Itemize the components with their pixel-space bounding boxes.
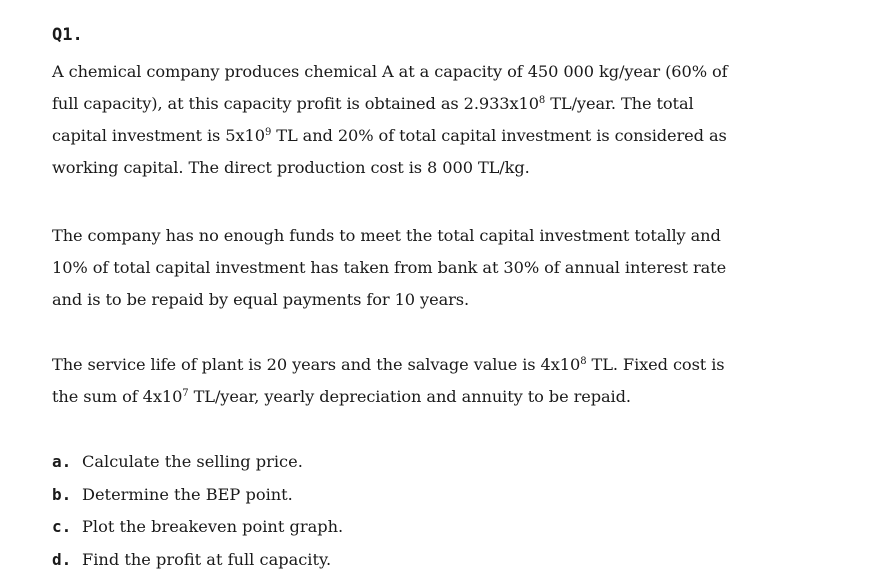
question-title: Q1. <box>52 22 842 48</box>
task-text: Plot the breakeven point graph. <box>82 517 343 536</box>
task-item-c <box>52 511 842 544</box>
paragraph-line: The service life of plant is 20 years and the salvage value is $4x10^8$ TL. Fixed cost is <box>52 349 842 381</box>
task-text: Calculate the selling price. <box>82 452 303 471</box>
spacer <box>52 316 842 349</box>
task-item-b <box>52 479 842 512</box>
paragraph-line: full capacity), at this capacity profit is obtained as $2.933x10^8$ TL/year. The total <box>52 88 842 120</box>
paragraph-line: A chemical company produces chemical A at a capacity of 450 000 kg/year (60% of <box>52 56 842 88</box>
paragraph-service-life <box>52 349 842 413</box>
task-item-a <box>52 446 842 479</box>
paragraph-line: capital investment is $5x10^9$ TL and 20% of total capital investment is considered as <box>52 120 842 152</box>
paragraph-line: the sum of $4x10^7$ TL/year, yearly depreciation and annuity to be repaid. <box>52 381 842 413</box>
exponent: 8 <box>580 356 586 367</box>
paragraph-line: The company has no enough funds to meet the total capital investment totally and <box>52 220 842 252</box>
task-letter: b. <box>52 479 82 512</box>
spacer <box>52 413 842 446</box>
task-text: Find the profit at full capacity. <box>82 550 331 569</box>
paragraph-line: 10% of total capital investment has taken from bank at 30% of annual interest rate <box>52 252 842 284</box>
task-letter: d. <box>52 544 82 576</box>
exponent: 7 <box>182 388 188 399</box>
exponent: 9 <box>265 127 271 138</box>
task-letter: a. <box>52 446 82 479</box>
paragraph-line: and is to be repaid by equal payments for 10 years. <box>52 284 842 316</box>
paragraph-production <box>52 56 842 184</box>
task-list <box>52 446 842 576</box>
task-letter: c. <box>52 511 82 544</box>
exponent: 8 <box>539 95 545 106</box>
task-text: Determine the BEP point. <box>82 485 293 504</box>
paragraph-funding <box>52 220 842 316</box>
paragraph-line: working capital. The direct production cost is 8 000 TL/kg. <box>52 152 842 184</box>
task-item-d <box>52 544 842 576</box>
spacer <box>52 184 842 220</box>
question-document <box>52 22 842 576</box>
